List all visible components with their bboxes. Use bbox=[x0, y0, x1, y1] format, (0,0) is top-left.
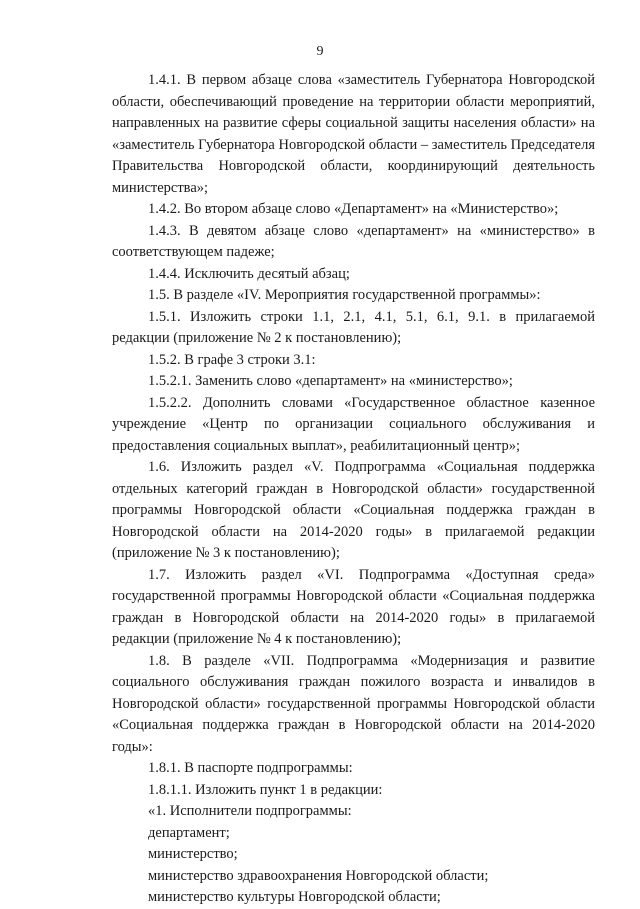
document-body bbox=[112, 70, 595, 909]
list-heading-executors: «1. Исполнители подпрограммы: bbox=[148, 803, 352, 819]
paragraph-1-4-1: 1.4.1. В первом абзаце слова «заместитель Губернатора Новгородской области, обеспечивающий проведение на территории области мероприятий, направленных на развитие сферы социальной защиты населения области» на «заместитель Губернатора Новгородской области – заместитель Председателя Правительства Новгородской области, координирующий деятельность министерства»; bbox=[112, 72, 595, 196]
paragraph-1-5: 1.5. В разделе «IV. Мероприятия государственной программы»: bbox=[148, 287, 541, 303]
paragraph-1-4-2: 1.4.2. Во втором абзаце слово «Департамент» на «Министерство»; bbox=[148, 201, 559, 217]
paragraph-1-5-2-2: 1.5.2.2. Дополнить словами «Государственное областное казенное учреждение «Центр по организации социального обслуживания и предоставления социальных выплат», реабилитационный центр»; bbox=[112, 394, 595, 454]
paragraph-1-4-3: 1.4.3. В девятом абзаце слово «департамент» на «министерство» в соответствующем падеже; bbox=[112, 222, 595, 260]
paragraph-1-8: 1.8. В разделе «VII. Подпрограмма «Модернизация и развитие социального обслуживания граждан пожилого возраста и инвалидов в Новгородской области» государственной программы Новгородской области «Социальная поддержка граждан в Новгородской области на 2014-2020 годы»: bbox=[112, 652, 595, 755]
paragraph-1-4-4: 1.4.4. Исключить десятый абзац; bbox=[148, 265, 350, 282]
page-number: 9 bbox=[316, 44, 324, 59]
paragraph-1-6: 1.6. Изложить раздел «V. Подпрограмма «Социальная поддержка отдельных категорий граждан в Новгородской области» государственной программы Новгородской области «Социальная поддержка граждан в Новгородской области на 2014-2020 годы» в прилагаемой редакции (приложение № 3 к постановлению); bbox=[112, 459, 595, 561]
paragraph-1-8-1: 1.8.1. В паспорте подпрограммы: bbox=[148, 760, 353, 776]
list-item-department: департамент; bbox=[148, 824, 230, 841]
paragraph-1-8-1-1: 1.8.1.1. Изложить пункт 1 в редакции: bbox=[148, 781, 383, 798]
list-item-culture-ministry: министерство культуры Новгородской области; bbox=[148, 889, 441, 905]
paragraph-1-5-2-1: 1.5.2.1. Заменить слово «департамент» на «министерство»; bbox=[148, 373, 513, 389]
paragraph-1-5-1: 1.5.1. Изложить строки 1.1, 2.1, 4.1, 5.1, 6.1, 9.1. в прилагаемой редакции (приложение № 2 к постановлению); bbox=[112, 308, 595, 346]
paragraph-1-5-2: 1.5.2. В графе 3 строки 3.1: bbox=[148, 351, 316, 368]
paragraph-1-7: 1.7. Изложить раздел «VI. Подпрограмма «Доступная среда» государственной программы Новгородской области «Социальная поддержка граждан в Новгородской области на 2014-2020 годы» в прилагаемой редакции (приложение № 4 к постановлению); bbox=[112, 566, 595, 647]
list-item-ministry: министерство; bbox=[148, 846, 238, 862]
list-item-health-ministry: министерство здравоохранения Новгородской области; bbox=[148, 867, 489, 884]
